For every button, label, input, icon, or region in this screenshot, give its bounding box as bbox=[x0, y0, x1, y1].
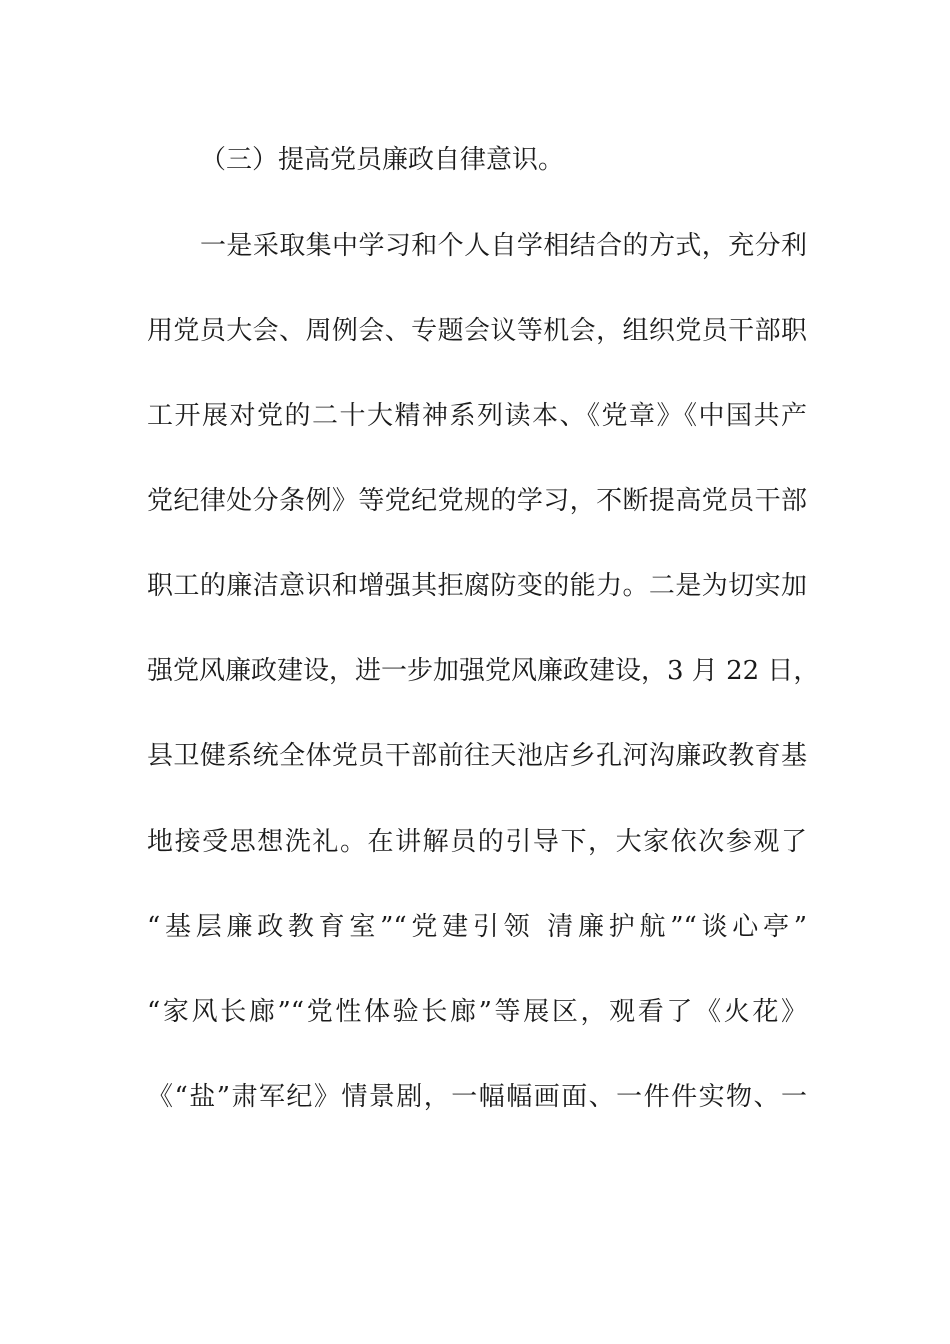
paragraph-line: 党纪律处分条例》等党纪党规的学习，不断提高党员干部 bbox=[147, 486, 807, 516]
paragraph-line: “基层廉政教育室”“党建引领 清廉护航”“谈心亭” bbox=[147, 912, 807, 942]
paragraph-line: 用党员大会、周例会、专题会议等机会，组织党员干部职 bbox=[147, 316, 807, 346]
paragraph-line: 职工的廉洁意识和增强其拒腐防变的能力。二是为切实加 bbox=[147, 571, 807, 601]
section-heading: （三）提高党员廉政自律意识。 bbox=[200, 145, 565, 175]
paragraph-line: 工开展对党的二十大精神系列读本、《党章》《中国共产 bbox=[147, 401, 807, 431]
paragraph-line: 县卫健系统全体党员干部前往天池店乡孔河沟廉政教育基 bbox=[147, 741, 807, 771]
paragraph-line: 强党风廉政建设，进一步加强党风廉政建设，3 月 22 日， bbox=[147, 656, 820, 686]
paragraph-line: 《“盐”肃军纪》情景剧，一幅幅画面、一件件实物、一 bbox=[147, 1082, 807, 1112]
paragraph-line: “家风长廊”“党性体验长廊”等展区，观看了《火花》 bbox=[147, 997, 807, 1027]
paragraph-line: 一是采取集中学习和个人自学相结合的方式，充分利 bbox=[200, 231, 807, 261]
paragraph-line: 地接受思想洗礼。在讲解员的引导下，大家依次参观了 bbox=[147, 827, 807, 857]
